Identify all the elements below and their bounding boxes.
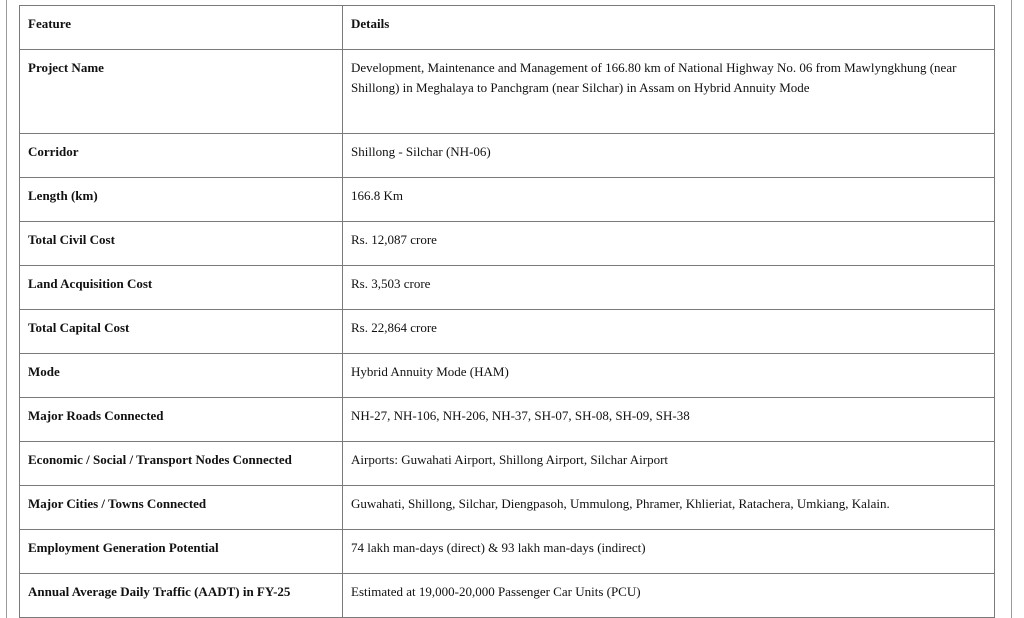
page-border-right [1011, 0, 1012, 618]
table-row [20, 50, 995, 134]
feature-cell: Economic / Social / Transport Nodes Connected [20, 442, 343, 486]
table-row [20, 486, 995, 530]
feature-cell: Major Roads Connected [20, 398, 343, 442]
detail-cell: Rs. 22,864 crore [343, 310, 995, 354]
table-row [20, 310, 995, 354]
table-row [20, 266, 995, 310]
table-row [20, 574, 995, 618]
header-feature: Feature [20, 6, 343, 50]
table-row [20, 222, 995, 266]
feature-cell: Length (km) [20, 178, 343, 222]
feature-cell: Annual Average Daily Traffic (AADT) in FY-25 [20, 574, 343, 618]
detail-cell: 166.8 Km [343, 178, 995, 222]
table-row [20, 398, 995, 442]
feature-cell: Project Name [20, 50, 343, 134]
table-row [20, 530, 995, 574]
feature-cell: Land Acquisition Cost [20, 266, 343, 310]
header-details: Details [343, 6, 995, 50]
feature-cell: Total Civil Cost [20, 222, 343, 266]
detail-cell: Hybrid Annuity Mode (HAM) [343, 354, 995, 398]
table-header-row [20, 6, 995, 50]
detail-cell: Airports: Guwahati Airport, Shillong Airport, Silchar Airport [343, 442, 995, 486]
feature-cell: Employment Generation Potential [20, 530, 343, 574]
detail-cell: 74 lakh man-days (direct) & 93 lakh man-days (indirect) [343, 530, 995, 574]
table-row [20, 442, 995, 486]
feature-cell: Corridor [20, 134, 343, 178]
detail-cell: Rs. 12,087 crore [343, 222, 995, 266]
page-border-left [6, 0, 7, 618]
feature-cell: Major Cities / Towns Connected [20, 486, 343, 530]
detail-cell: Rs. 3,503 crore [343, 266, 995, 310]
detail-cell: Development, Maintenance and Management of 166.80 km of National Highway No. 06 from Mawlyngkhung (near Shillong) in Meghalaya to Panchgram (near Silchar) in Assam on Hybrid Annuity Mode [343, 50, 995, 134]
table-row [20, 354, 995, 398]
project-feature-table [19, 5, 995, 618]
feature-cell: Mode [20, 354, 343, 398]
detail-cell: Shillong - Silchar (NH-06) [343, 134, 995, 178]
detail-cell: Guwahati, Shillong, Silchar, Diengpasoh, Ummulong, Phramer, Khlieriat, Ratachera, Umkiang, Kalain. [343, 486, 995, 530]
detail-cell: NH-27, NH-106, NH-206, NH-37, SH-07, SH-08, SH-09, SH-38 [343, 398, 995, 442]
detail-cell: Estimated at 19,000-20,000 Passenger Car Units (PCU) [343, 574, 995, 618]
table-row [20, 178, 995, 222]
table-row [20, 134, 995, 178]
feature-cell: Total Capital Cost [20, 310, 343, 354]
